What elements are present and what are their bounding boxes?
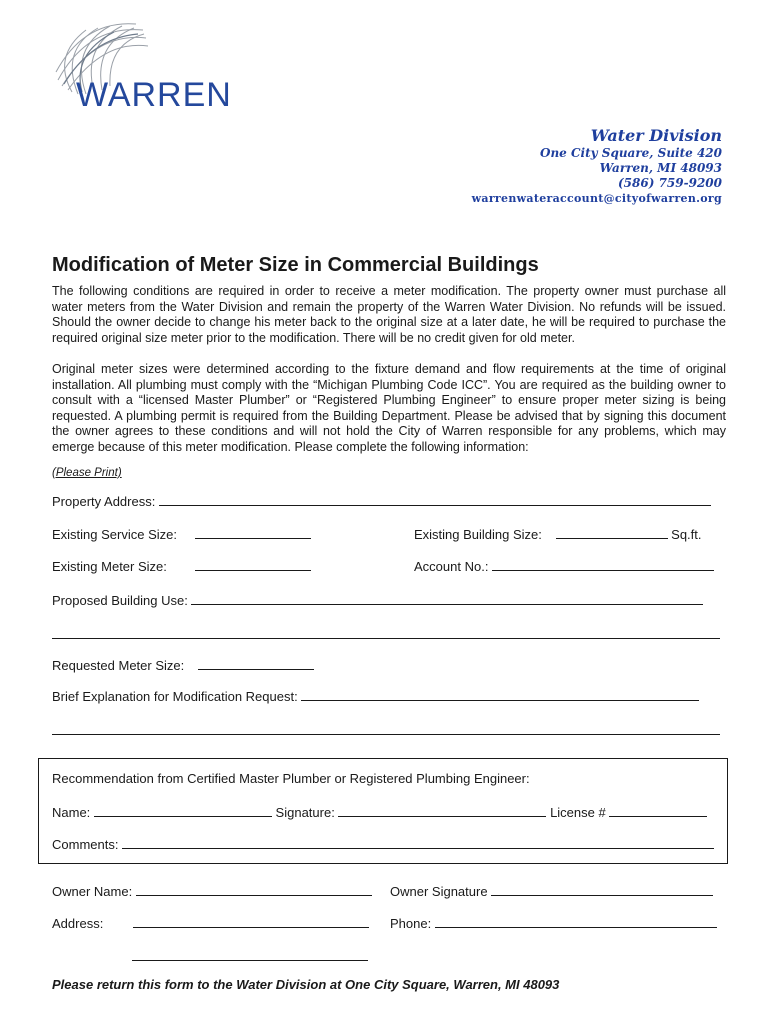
comments-row xyxy=(52,836,714,853)
existing-building-size-row xyxy=(414,526,702,543)
owner-signature-input[interactable] xyxy=(491,883,713,896)
page-title: Modification of Meter Size in Commercial Buildings xyxy=(52,254,539,276)
existing-meter-size-row xyxy=(52,558,311,575)
owner-phone-label: Phone: xyxy=(390,916,432,931)
property-address-input[interactable] xyxy=(159,493,711,506)
owner-address-input-2[interactable] xyxy=(132,948,368,961)
address-line-2: Warren, MI 48093 xyxy=(599,161,722,175)
property-address-row xyxy=(52,493,711,510)
requirements-paragraph: Original meter sizes were determined according to the fixture demand and flow requirements at the time of original installation. All plumbing must comply with the “Michigan Plumbing Code ICC”. You are required as the building owner to consult with a “licensed Master Plumber” or “Registered Plumbing Engineer” to ensure proper meter sizing is being requested. A plumbing permit is required from the Building Department. Please be advised that by signing this document the owner agrees to these conditions and will not hold the City of Warren responsible for any problems, which may emerge because of this meter modification. Please complete the following information: xyxy=(52,362,726,454)
brief-explanation-label: Brief Explanation for Modification Request: xyxy=(52,689,298,704)
plumber-signature-label: Signature: xyxy=(275,805,335,820)
account-no-label: Account No.: xyxy=(414,559,489,574)
division-name: Water Division xyxy=(590,126,722,145)
requested-meter-size-row xyxy=(52,657,314,674)
proposed-building-use-label: Proposed Building Use: xyxy=(52,593,188,608)
recommendation-row xyxy=(52,804,707,821)
owner-signature-label: Owner Signature xyxy=(390,884,488,899)
existing-building-size-input[interactable] xyxy=(556,526,668,539)
owner-signature-row xyxy=(390,883,713,900)
return-instructions: Please return this form to the Water Division at One City Square, Warren, MI 48093 xyxy=(52,977,560,992)
existing-service-size-label: Existing Service Size: xyxy=(52,527,177,542)
proposed-building-use-input-2[interactable] xyxy=(52,626,720,639)
property-address-label: Property Address: xyxy=(52,494,156,509)
license-label: License # xyxy=(550,805,606,820)
requested-meter-size-input[interactable] xyxy=(198,657,314,670)
please-print-note: (Please Print) xyxy=(52,467,122,479)
existing-service-size-input[interactable] xyxy=(195,526,311,539)
owner-address-input[interactable] xyxy=(133,915,369,928)
owner-address-row xyxy=(52,915,369,932)
account-no-row xyxy=(414,558,714,575)
owner-phone-input[interactable] xyxy=(435,915,717,928)
proposed-building-use-row xyxy=(52,592,703,609)
brief-explanation-input[interactable] xyxy=(301,688,699,701)
email-address: warrenwateraccount@cityofwarren.org xyxy=(471,192,722,205)
owner-name-label: Owner Name: xyxy=(52,884,133,899)
existing-meter-size-label: Existing Meter Size: xyxy=(52,559,167,574)
existing-service-size-row xyxy=(52,526,311,543)
brief-explanation-row xyxy=(52,688,699,705)
requested-meter-size-label: Requested Meter Size: xyxy=(52,658,185,673)
owner-address-label: Address: xyxy=(52,916,104,931)
proposed-building-use-input[interactable] xyxy=(191,592,703,605)
conditions-paragraph: The following conditions are required in order to receive a meter modification. The property owner must purchase all water meters from the Water Division and remain the property of the Warren Water Division. No refunds will be issued. Should the owner decide to change his meter back to the original size at a later date, he will be required to purchase the required original size meter prior to the modification. There will be no credit given for old meter. xyxy=(52,284,726,345)
account-no-input[interactable] xyxy=(492,558,714,571)
owner-phone-row xyxy=(390,915,717,932)
contact-block xyxy=(472,126,722,207)
brief-explanation-line-2 xyxy=(52,722,720,739)
plumber-name-label: Name: xyxy=(52,805,91,820)
plumber-name-input[interactable] xyxy=(94,804,272,817)
address-line-1: One City Square, Suite 420 xyxy=(539,146,722,160)
license-input[interactable] xyxy=(609,804,707,817)
owner-name-input[interactable] xyxy=(136,883,372,896)
brief-explanation-input-2[interactable] xyxy=(52,722,720,735)
comments-input[interactable] xyxy=(122,836,714,849)
comments-label: Comments: xyxy=(52,837,119,852)
owner-name-row xyxy=(52,883,372,900)
logo-text: WARREN xyxy=(76,76,232,114)
existing-meter-size-input[interactable] xyxy=(195,558,311,571)
plumber-signature-input[interactable] xyxy=(338,804,546,817)
owner-address-line-2 xyxy=(132,948,368,965)
sqft-label: Sq.ft. xyxy=(671,527,702,542)
existing-building-size-label: Existing Building Size: xyxy=(414,527,542,542)
recommendation-heading: Recommendation from Certified Master Plumber or Registered Plumbing Engineer: xyxy=(52,771,530,786)
proposed-building-use-line-2 xyxy=(52,626,720,643)
phone-number: (586) 759-9200 xyxy=(617,176,722,190)
